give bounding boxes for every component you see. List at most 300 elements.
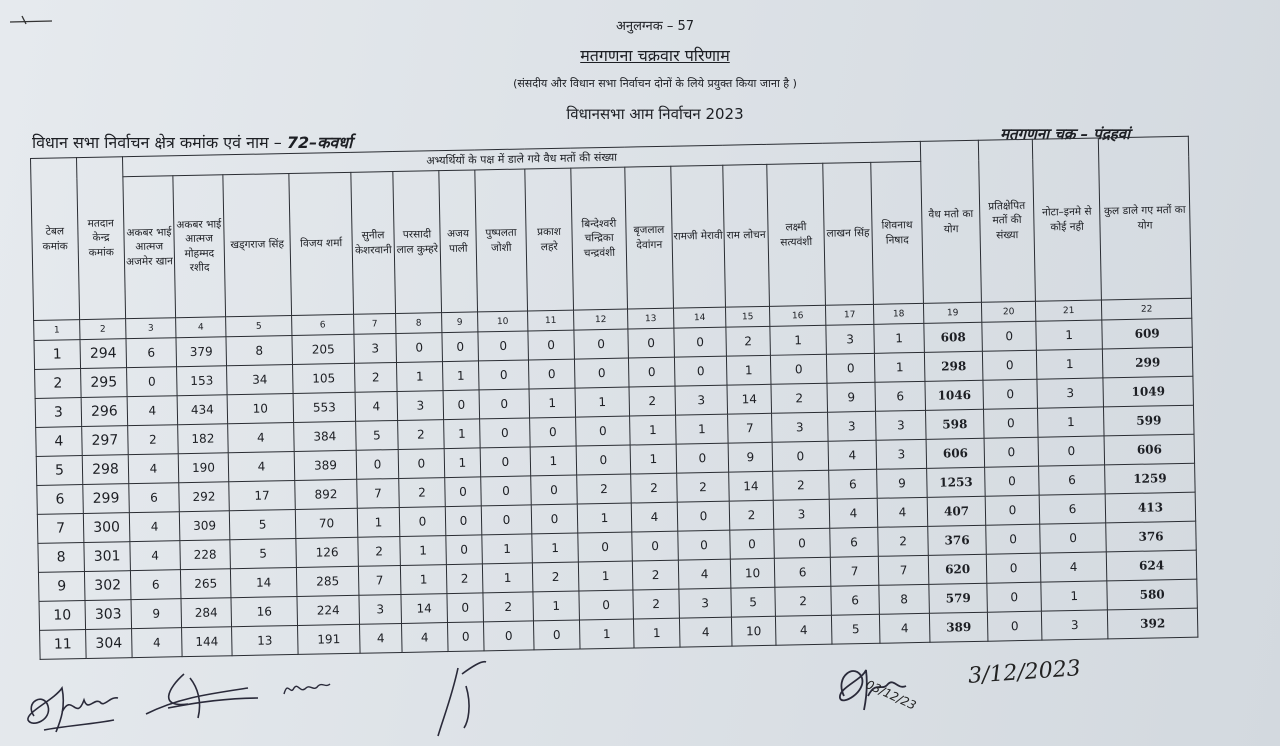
column-number-15: 15 (725, 306, 769, 327)
table-cell: 6 (126, 338, 177, 368)
results-table (30, 136, 1199, 660)
col-header-4: अकबर भाई आत्मज मोहम्मद रशीद (173, 175, 226, 318)
table-cell: 0 (677, 501, 730, 531)
table-cell: 7 (878, 555, 929, 585)
table-cell: 2 (771, 383, 828, 413)
table-cell: 4 (402, 623, 449, 653)
col-header-19: वैध मतो का योग (920, 140, 981, 303)
signature-4 (430, 656, 500, 742)
col-header-12: बिन्देश्वरी चन्द्रिका चन्द्रवंशी (571, 167, 628, 310)
col-header-6: विजय शर्मा (289, 172, 354, 315)
signature-3 (280, 674, 334, 704)
table-cell: 1049 (1103, 376, 1194, 407)
column-number-19: 19 (924, 302, 982, 323)
table-cell: 1 (444, 419, 481, 449)
col-header-11: प्रकाश लहरे (525, 168, 574, 311)
table-cell: 3 (826, 324, 875, 354)
table-cell: 153 (177, 366, 228, 396)
table-cell: 0 (528, 330, 575, 360)
table-cell: 9 (877, 468, 928, 498)
column-number-9: 9 (442, 312, 478, 333)
table-cell: 4 (679, 617, 732, 647)
table-cell: 0 (674, 327, 727, 357)
table-cell: 285 (296, 566, 359, 596)
table-cell: 10 (39, 601, 86, 631)
column-number-16: 16 (769, 305, 825, 326)
table-cell: 2 (878, 526, 929, 556)
table-cell: 2 (677, 472, 730, 502)
table-cell: 0 (985, 466, 1040, 496)
col-header-15: राम लोचन (723, 164, 770, 307)
table-cell: 17 (229, 480, 296, 510)
table-cell: 0 (986, 524, 1041, 554)
table-cell: 1 (770, 325, 827, 355)
table-cell: 0 (446, 535, 483, 565)
col-header-17: लाखन सिंह (823, 162, 874, 305)
col-header-16: लक्ष्मी सत्यवंशी (767, 163, 826, 306)
table-cell: 0 (481, 476, 532, 506)
table-cell: 4 (36, 427, 83, 457)
table-cell: 8 (879, 584, 930, 614)
table-cell: 0 (826, 353, 875, 383)
table-cell: 1 (578, 561, 633, 591)
table-cell: 379 (176, 337, 227, 367)
table-cell: 0 (127, 367, 178, 397)
column-number-10: 10 (478, 311, 528, 332)
table-cell: 7 (357, 478, 400, 508)
table-cell: 0 (531, 504, 578, 534)
table-cell: 0 (774, 528, 831, 558)
page-subtitle: (संसदीय और विधान सभा निर्वाचन दोनों के लिये प्रयुक्त किया जाना है ) (513, 77, 797, 90)
column-number-13: 13 (628, 308, 674, 329)
table-cell: 1 (400, 565, 447, 595)
table-cell: 9 (728, 442, 773, 472)
table-cell: 1 (577, 503, 632, 533)
table-cell: 301 (84, 542, 131, 572)
table-cell: 0 (982, 321, 1037, 351)
table-cell: 2 (128, 425, 179, 455)
col-header-2: मतदान केन्द्र कमांक (77, 157, 126, 320)
table-cell: 0 (480, 447, 531, 477)
table-cell: 0 (579, 590, 634, 620)
col-header-10: पुष्पलता जोशी (475, 169, 528, 312)
column-number-6: 6 (292, 314, 354, 335)
table-cell: 0 (479, 389, 530, 419)
table-cell: 579 (929, 583, 988, 613)
table-cell: 13 (232, 625, 299, 655)
table-cell: 1259 (1105, 463, 1196, 494)
table-cell: 265 (180, 569, 231, 599)
table-cell: 299 (1102, 347, 1193, 378)
table-cell: 4 (877, 497, 928, 527)
table-cell: 4 (1040, 552, 1107, 582)
table-cell: 7 (37, 514, 84, 544)
table-cell: 609 (1102, 318, 1193, 349)
table-cell: 0 (986, 553, 1041, 583)
table-cell: 34 (227, 364, 294, 394)
table-cell: 892 (295, 479, 358, 509)
table-cell: 4 (127, 396, 178, 426)
table-cell: 1 (1041, 581, 1108, 611)
table-cell: 0 (445, 506, 482, 536)
table-cell: 6 (1039, 494, 1106, 524)
table-cell: 2 (631, 473, 678, 503)
column-number-7: 7 (354, 314, 396, 335)
table-cell: 0 (772, 441, 829, 471)
table-cell: 224 (297, 595, 360, 625)
table-cell: 0 (531, 475, 578, 505)
table-cell: 599 (1104, 405, 1195, 436)
column-number-18: 18 (873, 303, 923, 324)
table-cell: 0 (1040, 523, 1107, 553)
table-cell: 0 (987, 582, 1042, 612)
col-header-9: अजय पाली (439, 170, 478, 313)
table-cell: 294 (80, 339, 127, 369)
table-cell: 2 (775, 586, 832, 616)
col-header-13: बृजलाल देवांगन (625, 166, 674, 309)
table-cell: 11 (40, 630, 87, 660)
table-cell: 303 (85, 600, 132, 630)
table-cell: 190 (178, 453, 229, 483)
table-cell: 389 (930, 612, 989, 642)
table-cell: 0 (674, 356, 727, 386)
table-cell: 298 (924, 351, 983, 381)
table-cell: 0 (483, 621, 534, 651)
table-cell: 3 (876, 439, 927, 469)
table-cell: 3 (359, 594, 402, 624)
table-cell: 6 (830, 527, 879, 557)
col-header-3: अकबर भाई आत्मज अजमेर खान (123, 176, 176, 319)
col-header-7: सुनील केशरवानी (351, 172, 396, 315)
constituency-value: 72–कवर्धा (286, 133, 353, 152)
table-cell: 4 (631, 502, 678, 532)
counting-round: मतगणना चक्र – पंद्रहवां (1000, 125, 1130, 143)
table-cell: 309 (179, 511, 230, 541)
table-cell: 0 (398, 449, 445, 479)
table-cell: 0 (356, 449, 399, 479)
table-cell: 620 (928, 554, 987, 584)
table-cell: 1 (530, 446, 577, 476)
table-cell: 1 (442, 361, 479, 391)
col-header-21: नोटा–इनमे से कोई नही (1032, 138, 1101, 301)
table-cell: 0 (987, 611, 1042, 641)
table-cell: 6 (875, 381, 926, 411)
table-cell: 0 (770, 354, 827, 384)
col-header-1: टेबल कमांक (31, 158, 80, 321)
table-cell: 376 (928, 525, 987, 555)
table-cell: 1 (575, 387, 630, 417)
table-cell: 297 (82, 426, 129, 456)
column-number-5: 5 (226, 316, 292, 337)
table-cell: 3 (876, 410, 927, 440)
table-cell: 0 (632, 531, 679, 561)
table-cell: 1 (532, 533, 579, 563)
table-cell: 0 (480, 418, 531, 448)
table-cell: 2 (358, 536, 401, 566)
table-cell: 1 (726, 355, 771, 385)
table-cell: 0 (445, 477, 482, 507)
table-cell: 298 (82, 455, 129, 485)
table-cell: 5 (831, 614, 880, 644)
table-cell: 7 (728, 413, 773, 443)
column-number-3: 3 (126, 318, 176, 339)
signature-date-handwritten: 3/12/2023 (967, 656, 1082, 689)
table-cell: 0 (628, 328, 675, 358)
col-header-5: खड्गराज सिंह (223, 174, 292, 317)
table-cell: 10 (731, 616, 776, 646)
table-cell: 606 (1104, 434, 1195, 465)
table-cell: 407 (927, 496, 986, 526)
table-cell: 205 (292, 334, 355, 364)
table-cell: 434 (177, 395, 228, 425)
table-cell: 9 (827, 382, 876, 412)
table-cell: 0 (447, 593, 484, 623)
table-cell: 3 (354, 334, 397, 364)
table-cell: 228 (180, 540, 231, 570)
table-cell: 14 (230, 567, 297, 597)
table-cell: 70 (295, 508, 358, 538)
table-cell: 191 (298, 624, 361, 654)
table-cell: 376 (1106, 521, 1197, 552)
column-number-1: 1 (34, 320, 80, 341)
table-cell: 1 (676, 414, 729, 444)
table-cell: 2 (398, 420, 445, 450)
table-cell: 284 (181, 598, 232, 628)
table-cell: 14 (729, 471, 774, 501)
column-number-21: 21 (1036, 300, 1102, 321)
table-cell: 16 (231, 596, 298, 626)
table-cell: 105 (293, 363, 356, 393)
table-cell: 0 (478, 331, 529, 361)
table-cell: 384 (294, 421, 357, 451)
table-cell: 392 (1107, 608, 1198, 639)
table-cell: 3 (35, 398, 82, 428)
table-cell: 3 (828, 411, 877, 441)
table-cell: 0 (984, 408, 1039, 438)
table-cell: 0 (983, 379, 1038, 409)
col-header-14: रामजी मेरावी (671, 165, 726, 308)
table-cell: 5 (356, 420, 399, 450)
table-cell: 0 (396, 333, 443, 363)
table-cell: 0 (1038, 436, 1105, 466)
table-cell: 6 (129, 483, 180, 513)
page-title-text: मतगणना चक्रवार परिणाम (580, 46, 730, 65)
table-cell: 2 (577, 474, 632, 504)
table-cell: 4 (132, 628, 183, 658)
table-cell: 6 (37, 485, 84, 515)
column-number-11: 11 (528, 310, 574, 331)
column-number-17: 17 (825, 304, 873, 325)
table-cell: 0 (676, 443, 729, 473)
table-cell: 8 (38, 543, 85, 573)
table-cell: 624 (1106, 550, 1197, 581)
table-cell: 182 (178, 424, 229, 454)
table-cell: 6 (829, 469, 878, 499)
table-cell: 2 (633, 589, 680, 619)
table-cell: 1 (1038, 407, 1105, 437)
table-cell: 300 (83, 513, 130, 543)
table-cell: 2 (399, 478, 446, 508)
table-cell: 608 (924, 322, 983, 352)
table-cell: 10 (730, 558, 775, 588)
table-cell: 302 (84, 571, 131, 601)
table-cell: 1 (357, 507, 400, 537)
table-cell: 1 (630, 444, 677, 474)
table-cell: 0 (730, 529, 775, 559)
table-cell: 1 (633, 618, 680, 648)
table-cell: 1 (396, 362, 443, 392)
table-cell: 4 (678, 559, 731, 589)
constituency-line (32, 131, 352, 153)
table-cell: 0 (982, 350, 1037, 380)
table-cell: 0 (678, 530, 731, 560)
table-cell: 292 (179, 482, 230, 512)
table-cell: 580 (1107, 579, 1198, 610)
table-cell: 0 (443, 390, 480, 420)
table-cell: 7 (358, 565, 401, 595)
table-cell: 4 (128, 454, 179, 484)
signature-2 (138, 668, 268, 728)
column-number-12: 12 (574, 309, 628, 330)
column-number-22: 22 (1102, 298, 1192, 320)
table-cell: 4 (228, 422, 295, 452)
table-cell: 0 (574, 329, 629, 359)
table-cell: 2 (355, 363, 398, 393)
table-cell: 5 (36, 456, 83, 486)
table-cell: 4 (775, 615, 832, 645)
table-cell: 2 (483, 592, 534, 622)
table-cell: 0 (576, 416, 631, 446)
table-cell: 606 (926, 438, 985, 468)
table-cell: 598 (926, 409, 985, 439)
table-cell: 1 (482, 534, 533, 564)
table-cell: 1 (1036, 320, 1103, 350)
col-header-22: कुल डाले गए मतों का योग (1098, 136, 1191, 300)
table-cell: 2 (629, 386, 676, 416)
column-number-20: 20 (982, 301, 1036, 322)
table-cell: 4 (130, 541, 181, 571)
table-cell: 304 (86, 629, 133, 659)
table-cell: 144 (182, 627, 233, 657)
table-cell: 3 (773, 499, 830, 529)
table-cell: 2 (729, 500, 774, 530)
table-cell: 4 (829, 498, 878, 528)
table-cell: 1 (34, 340, 81, 370)
table-cell: 1 (874, 352, 925, 382)
table-cell: 1 (1036, 349, 1103, 379)
table-cell: 0 (574, 358, 629, 388)
table-cell: 0 (576, 445, 631, 475)
table-cell: 553 (293, 392, 356, 422)
table-cell: 1 (444, 448, 481, 478)
table-cell: 3 (397, 391, 444, 421)
table-cell: 14 (401, 594, 448, 624)
candidates-group-header: अभ्यर्थियों के पक्ष में डाले गये वैध मतों की संख्या (122, 141, 920, 176)
table-cell: 1 (529, 388, 576, 418)
table-cell: 6 (774, 557, 831, 587)
table-cell: 2 (632, 560, 679, 590)
table-cell: 4 (828, 440, 877, 470)
signature-date-small: 03/12/23 (863, 677, 919, 713)
table-cell: 2 (532, 562, 579, 592)
column-number-2: 2 (80, 319, 126, 340)
results-table-body (34, 298, 1198, 659)
table-cell: 2 (35, 369, 82, 399)
table-cell: 0 (442, 332, 479, 362)
table-cell: 6 (1039, 465, 1106, 495)
table-cell: 6 (831, 585, 880, 615)
signature-1 (14, 672, 134, 744)
annexure-label: अनुलग्नक – 57 (615, 19, 695, 34)
table-cell: 1 (533, 591, 580, 621)
table-cell: 3 (675, 385, 728, 415)
col-header-20: प्रतिक्षेपित मतों की संख्या (978, 139, 1035, 302)
table-cell: 5 (229, 509, 296, 539)
table-cell: 3 (772, 412, 829, 442)
table-cell: 7 (830, 556, 879, 586)
table-cell: 3 (1037, 378, 1104, 408)
page-title (0, 44, 1280, 66)
table-cell: 6 (130, 570, 181, 600)
table-cell: 1 (630, 415, 677, 445)
table-cell: 2 (773, 470, 830, 500)
table-cell: 0 (628, 357, 675, 387)
table-cell: 2 (726, 326, 771, 356)
table-cell: 4 (879, 613, 930, 643)
table-cell: 0 (530, 417, 577, 447)
table-cell: 299 (83, 484, 130, 514)
table-cell: 5 (731, 587, 776, 617)
table-cell: 0 (984, 437, 1039, 467)
table-cell: 0 (481, 505, 532, 535)
constituency-label: विधान सभा निर्वाचन क्षेत्र कमांक एवं नाम – (32, 133, 282, 152)
table-cell: 0 (399, 507, 446, 537)
table-cell: 0 (447, 622, 484, 652)
table-cell: 1 (400, 536, 447, 566)
table-cell: 9 (131, 599, 182, 629)
table-cell: 5 (230, 538, 297, 568)
table-cell: 1 (874, 323, 925, 353)
election-title: विधानसभा आम निर्वाचन 2023 (566, 105, 744, 123)
col-header-18: शिवनाथ निषाद (871, 161, 924, 304)
table-cell: 4 (129, 512, 180, 542)
table-cell: 1046 (925, 380, 984, 410)
table-cell: 295 (81, 368, 128, 398)
table-cell: 9 (38, 572, 85, 602)
col-header-8: परसादी लाल कुम्हरे (393, 171, 442, 314)
table-cell: 0 (578, 532, 633, 562)
table-cell: 413 (1105, 492, 1196, 523)
table-cell: 8 (226, 336, 293, 366)
table-cell: 0 (478, 360, 529, 390)
column-number-8: 8 (396, 313, 442, 334)
table-cell: 1 (482, 563, 533, 593)
table-cell: 4 (360, 623, 403, 653)
column-number-4: 4 (176, 317, 226, 338)
table-cell: 1 (579, 619, 634, 649)
table-cell: 0 (528, 359, 575, 389)
table-cell: 126 (296, 537, 359, 567)
table-cell: 296 (81, 397, 128, 427)
table-cell: 4 (228, 451, 295, 481)
table-cell: 0 (533, 620, 580, 650)
column-number-14: 14 (674, 307, 726, 328)
table-cell: 3 (1041, 610, 1108, 640)
table-cell: 4 (355, 391, 398, 421)
table-cell: 2 (446, 564, 483, 594)
table-cell: 0 (985, 495, 1040, 525)
table-cell: 389 (294, 450, 357, 480)
